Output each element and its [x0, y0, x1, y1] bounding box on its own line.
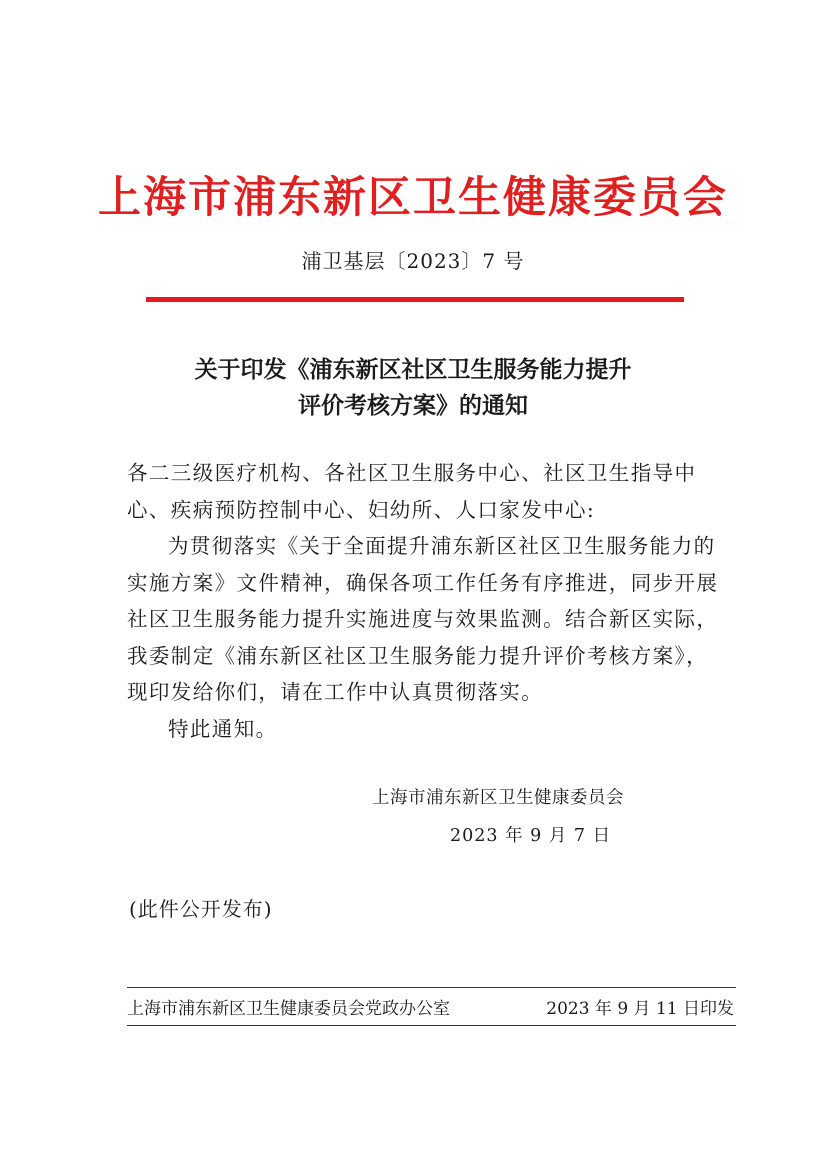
footer-print-date: 2023 年 9 月 11 日印发	[546, 999, 734, 1019]
recipients-line: 各二三级医疗机构、各社区卫生服务中心、社区卫生指导中心、疾病预防控制中心、妇幼所、人口家发中心:	[127, 461, 697, 522]
signature-organization: 上海市浦东新区卫生健康委员会	[372, 788, 624, 808]
document-number: 浦卫基层〔2023〕7 号	[301, 249, 525, 273]
footer-office: 上海市浦东新区卫生健康委员会党政办公室	[127, 999, 450, 1019]
footer-top-rule	[127, 987, 736, 988]
document-body	[127, 455, 723, 747]
disclosure-note: (此件公开发布)	[129, 897, 273, 921]
issuer-heading: 上海市浦东新区卫生健康委员会	[98, 173, 728, 223]
red-header-rule	[146, 297, 684, 302]
closing-line: 特此通知。	[168, 716, 278, 741]
title-line-2: 评价考核方案》的通知	[298, 392, 528, 419]
body-paragraph: 为贯彻落实《关于全面提升浦东新区社区卫生服务能力的实施方案》文件精神，确保各项工作任务有序推进，同步开展社区卫生服务能力提升实施进度与效果监测。结合新区实际，我委制定《浦东新区社区卫生服务能力提升评价考核方案》，现印发给你们，请在工作中认真贯彻落实。	[127, 534, 719, 704]
footer-bottom-rule	[127, 1025, 736, 1026]
title-line-1: 关于印发《浦东新区社区卫生服务能力提升	[194, 356, 632, 383]
document-title	[0, 352, 826, 424]
signature-date: 2023 年 9 月 7 日	[450, 826, 612, 846]
